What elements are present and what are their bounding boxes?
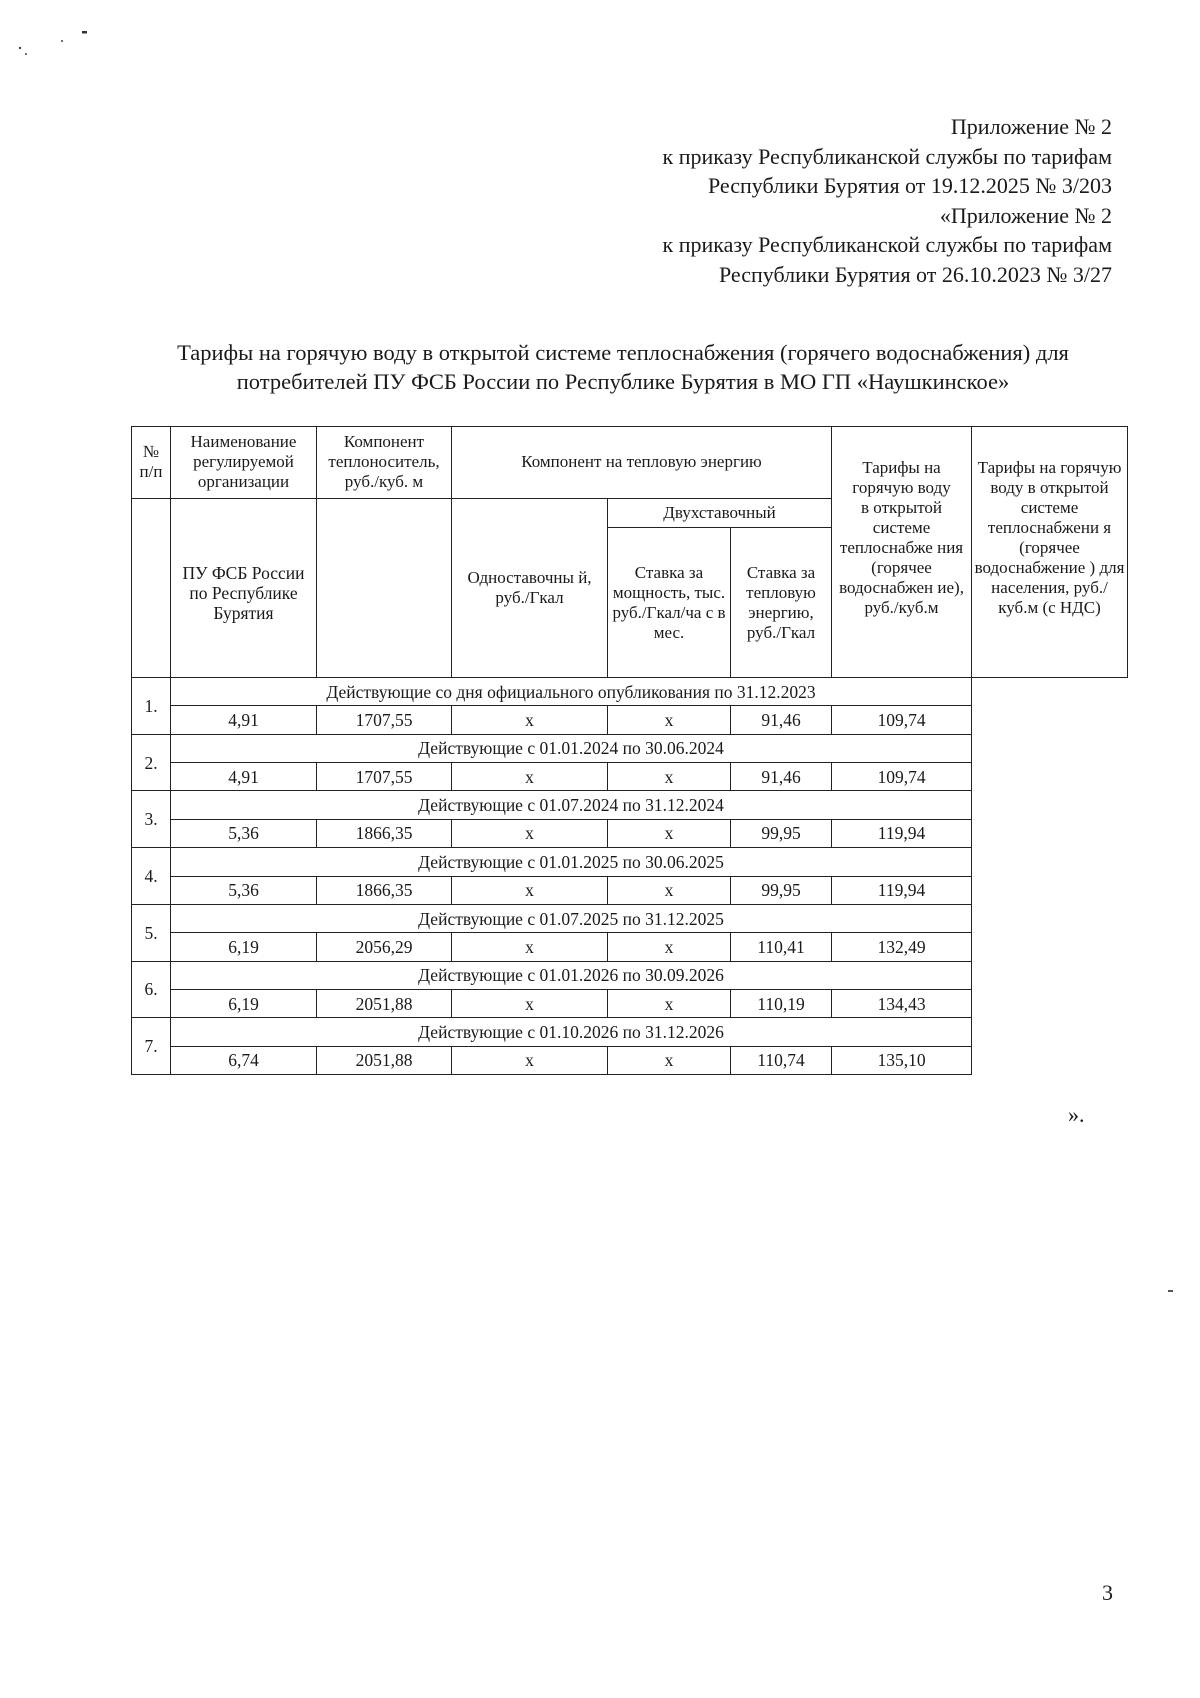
period-row [132, 961, 1128, 989]
tariff-value: 91,46 [731, 763, 832, 791]
row-number: 6. [132, 961, 171, 1018]
single-rate-value: 2051,88 [317, 1046, 452, 1074]
header-carrier: Компонент теплоноситель, руб./куб. м [317, 427, 452, 499]
header-energy-rate: Ставка за тепловую энергию, руб./Гкал [731, 528, 832, 678]
row-number: 5. [132, 904, 171, 961]
single-rate-value: 1866,35 [317, 876, 452, 904]
period-row [132, 1018, 1128, 1046]
table-row [132, 706, 1128, 734]
appendix-line: «Приложение № 2 [939, 202, 1112, 228]
period-row [132, 848, 1128, 876]
header-tariff-population: системе теплоснабжени я (горячее водоснабжение ) для населения, руб./куб.м (с НДС) [972, 498, 1128, 677]
tariff-population-value: 119,94 [832, 819, 972, 847]
period-row [132, 678, 1128, 706]
closing-quote: ». [1068, 1102, 1085, 1127]
header-tariff: в открытой системе теплоснабже ния (горячее водоснабжен ие), руб./куб.м [832, 498, 972, 677]
carrier-value: 6,74 [171, 1046, 317, 1074]
energy-rate-value: x [608, 763, 731, 791]
appendix-header [412, 112, 1112, 289]
single-rate-value: 2051,88 [317, 989, 452, 1017]
row-number: 7. [132, 1018, 171, 1075]
capacity-rate-value: x [452, 819, 608, 847]
single-rate-value: 2056,29 [317, 933, 452, 961]
tariff-value: 110,41 [731, 933, 832, 961]
appendix-line: к приказу Республиканской службы по тарифам [662, 232, 1112, 257]
tariff-value: 110,74 [731, 1046, 832, 1074]
row-number: 1. [132, 678, 171, 735]
tariff-value: 99,95 [731, 876, 832, 904]
tariff-value: 110,19 [731, 989, 832, 1017]
table-row [132, 819, 1128, 847]
header-num: № п/п [132, 427, 171, 499]
energy-rate-value: x [608, 876, 731, 904]
single-rate-value: 1866,35 [317, 819, 452, 847]
table-row [132, 763, 1128, 791]
period-label: Действующие с 01.10.2026 по 31.12.2026 [171, 1018, 972, 1046]
scan-mark [1168, 1290, 1173, 1292]
single-rate-value: 1707,55 [317, 763, 452, 791]
period-label: Действующие со дня официального опубликования по 31.12.2023 [171, 678, 972, 706]
table-row [132, 876, 1128, 904]
header-tariff-population-top: Тарифы на горячую воду в открытой [972, 427, 1128, 499]
table-row [132, 989, 1128, 1017]
tariff-population-value: 109,74 [832, 763, 972, 791]
carrier-value: 6,19 [171, 933, 317, 961]
header-tariff-top: Тарифы на горячую воду [832, 427, 972, 499]
carrier-value: 4,91 [171, 706, 317, 734]
tariff-population-value: 134,43 [832, 989, 972, 1017]
header-num-blank [132, 498, 171, 677]
carrier-value: 5,36 [171, 819, 317, 847]
page-number: 3 [1102, 1580, 1113, 1605]
energy-rate-value: x [608, 989, 731, 1017]
period-label: Действующие с 01.01.2024 по 30.06.2024 [171, 734, 972, 762]
table-row [132, 1046, 1128, 1074]
header-carrier-blank [317, 498, 452, 677]
header-capacity-rate: Ставка за мощность, тыс. руб./Гкал/ча с в мес. [608, 528, 731, 678]
document-title [128, 338, 1118, 396]
appendix-line: Приложение № 2 [950, 114, 1112, 139]
capacity-rate-value: x [452, 763, 608, 791]
tariff-population-value: 135,10 [832, 1046, 972, 1074]
energy-rate-value: x [608, 933, 731, 961]
tariff-value: 91,46 [731, 706, 832, 734]
capacity-rate-value: x [452, 989, 608, 1017]
capacity-rate-value: x [452, 706, 608, 734]
capacity-rate-value: x [452, 876, 608, 904]
period-label: Действующие с 01.07.2024 по 31.12.2024 [171, 791, 972, 819]
tariff-population-value: 132,49 [832, 933, 972, 961]
capacity-rate-value: x [452, 1046, 608, 1074]
appendix-line: Республики Бурятия от 26.10.2023 № 3/27 [718, 261, 1112, 287]
energy-rate-value: x [608, 706, 731, 734]
tariff-population-value: 109,74 [832, 706, 972, 734]
header-two-part: Двухставочный [608, 498, 832, 527]
header-energy-component: Компонент на тепловую энергию [452, 427, 832, 499]
row-number: 3. [132, 791, 171, 848]
period-label: Действующие с 01.01.2025 по 30.06.2025 [171, 848, 972, 876]
period-row [132, 734, 1128, 762]
period-row [132, 904, 1128, 932]
scan-specks [14, 26, 104, 66]
row-number: 4. [132, 848, 171, 905]
carrier-value: 4,91 [171, 763, 317, 791]
period-label: Действующие с 01.01.2026 по 30.09.2026 [171, 961, 972, 989]
tariff-population-value: 119,94 [832, 876, 972, 904]
organization-name: ПУ ФСБ России по Республике Бурятия [171, 498, 317, 677]
capacity-rate-value: x [452, 933, 608, 961]
title-line-1: Тарифы на горячую воду в открытой системе теплоснабжения (горячего водоснабжения) для [177, 340, 1069, 365]
energy-rate-value: x [608, 1046, 731, 1074]
tariff-value: 99,95 [731, 819, 832, 847]
appendix-line: к приказу Республиканской службы по тарифам [662, 143, 1112, 169]
row-number: 2. [132, 734, 171, 791]
appendix-line: Республики Бурятия от 19.12.2025 № 3/203 [707, 173, 1112, 198]
header-organization: Наименование регулируемой организации [171, 427, 317, 499]
energy-rate-value: x [608, 819, 731, 847]
header-single-rate: Одноставочны й, руб./Гкал [452, 498, 608, 677]
tariff-table [131, 426, 1128, 1075]
carrier-value: 6,19 [171, 989, 317, 1017]
table-row [132, 933, 1128, 961]
title-line-2: потребителей ПУ ФСБ России по Республике Бурятия в МО ГП «Наушкинское» [236, 369, 1010, 394]
period-row [132, 791, 1128, 819]
carrier-value: 5,36 [171, 876, 317, 904]
single-rate-value: 1707,55 [317, 706, 452, 734]
period-label: Действующие с 01.07.2025 по 31.12.2025 [171, 904, 972, 932]
